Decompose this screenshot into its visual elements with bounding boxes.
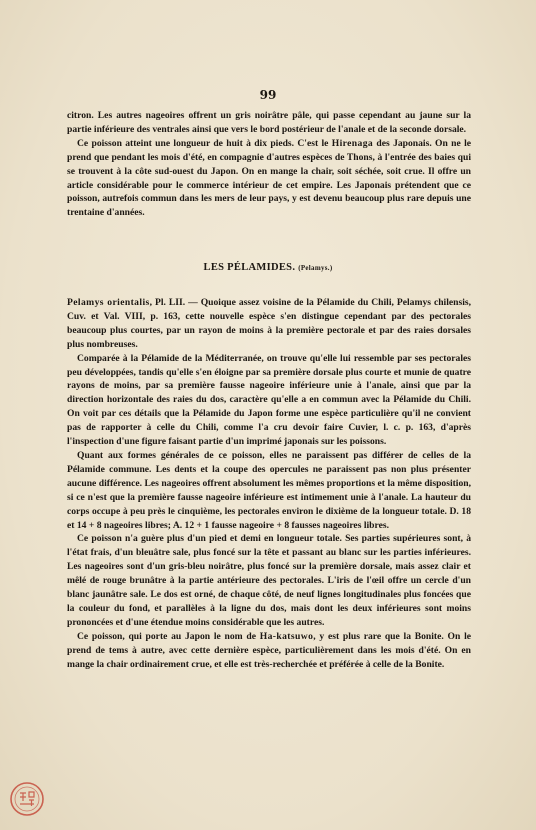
library-seal-icon bbox=[8, 780, 46, 818]
paragraph-text: Ce poisson, qui porte au Japon le nom de bbox=[77, 630, 260, 642]
paragraph-text: , Pl. LII. — Quoique assez voisine de la Pélamide du Chili, Pelamys chilensis, Cuv. et Val. VIII, p. 163, cette nouvelle espèce s'en distingue cependant par des pectorales beaucoup plus courtes, par un rayon de moins à la première pectorale et par des raies dorsales plus nombreuses. bbox=[67, 297, 471, 350]
paragraph bbox=[67, 630, 471, 672]
text-block-top bbox=[67, 109, 471, 220]
paragraph-text: Ce poisson atteint une longueur de huit à dix pieds. C'est le bbox=[77, 137, 332, 149]
paragraph: Comparée à la Pélamide de la Méditerranée, on trouve qu'elle lui ressemble par ses pectorales peu développées, tandis qu'elle s'en éloigne par sa première dorsale plus courte et munie de quatre rayons de moins, par sa première fausse nageoire inférieure unie à l'anale, ainsi que par la direction horizontale des raies du dos, caractère qu'elle a en commun avec la Pélamide du Chili. On voit par ces détails que la Pélamide du Japon forme une espèce particulière qu'il ne convient pas de rapporter à celle du Chili, comme l'a cru devoir faire Cuvier, l. c. p. 163, d'après l'inspection d'une figure faisant partie d'un imprimé japonais sur les poissons. bbox=[67, 352, 471, 448]
paragraph: Ce poisson n'a guère plus d'un pied et demi en longueur totale. Ses parties supérieures sont, à l'état frais, d'un bleuâtre sale, plus foncé sur la tête et passant au blanc sur les parties inférieures. Les nageoires sont d'un gris-bleu noirâtre, plus foncé sur la première dorsale, mais assez clair et mêlé de rouge brunâtre à la partie antérieure des pectorales. L'iris de l'œil offre un cercle d'un blanc jaunâtre sale. Le dos est orné, de chaque côté, de neuf lignes longitudinales plus foncées que la couleur du fond, et parallèles à la ligne du dos, mais dont les deux inférieures sont moins prononcées et d'une étendue moins considérable que les autres. bbox=[67, 533, 471, 628]
page-number: 99 bbox=[259, 88, 277, 102]
text-block-bottom bbox=[67, 296, 471, 671]
section-title bbox=[0, 262, 536, 273]
paragraph-text: des Japonais. On ne le prend que pendant les mois d'été, en compagnie d'autres espèces de Thons, à l'entrée des baies qui se trouvent à la côte sud-ouest du Japon. On en mange la chair, soit séchée, soit crue. Il offre un article considérable pour le commerce intérieur de cet empire. Les Japonais prétendent que ce poisson, autrefois commun dans les mers de leur pays, y est devenu beaucoup plus rare depuis une trentaine d'années. bbox=[67, 137, 471, 219]
japanese-name: Ha-katsuwo bbox=[259, 630, 314, 642]
species-name: Pelamys orientalis bbox=[67, 297, 150, 308]
section-title-latin: (Pelamys.) bbox=[298, 264, 333, 272]
paragraph: Quant aux formes générales de ce poisson, elles ne paraissent pas différer de celles de la Pélamide commune. Les dents et la coupe des opercules ne paraissent pas non plus présenter aucune différence. Les nageoires offrent absolument les mêmes proportions et la même disposition, si ce n'est que la première fausse nageoire inférieure est intimement unie à l'anale. La hauteur du corps occupe à peu près le cinquième, les pectorales environ le dixième de la longueur totale. D. 18 et 14 + 8 nageoires libres; A. 12 + 1 fausse nageoire + 8 fausses nageoires libres. bbox=[67, 449, 471, 531]
section-title-main: LES PÉLAMIDES. bbox=[203, 262, 296, 273]
japanese-name: Hirenaga bbox=[331, 137, 374, 149]
paragraph bbox=[67, 296, 471, 352]
paragraph: citron. Les autres nageoires offrent un gris noirâtre pâle, qui passe cependant au jaune sur la partie inférieure des ventrales ainsi que vers le bord postérieur de l'anale et de la seconde dorsale. bbox=[67, 110, 471, 135]
paragraph-text: , y est plus rare que la Bonite. On le prend de tems à autre, avec cette dernière espèce, particulièrement dans les mois d'été. On en mange la chair ordinairement crue, et elle est très-recherchée et préférée à celle de la Bonite. bbox=[67, 630, 471, 670]
paragraph bbox=[67, 137, 471, 220]
